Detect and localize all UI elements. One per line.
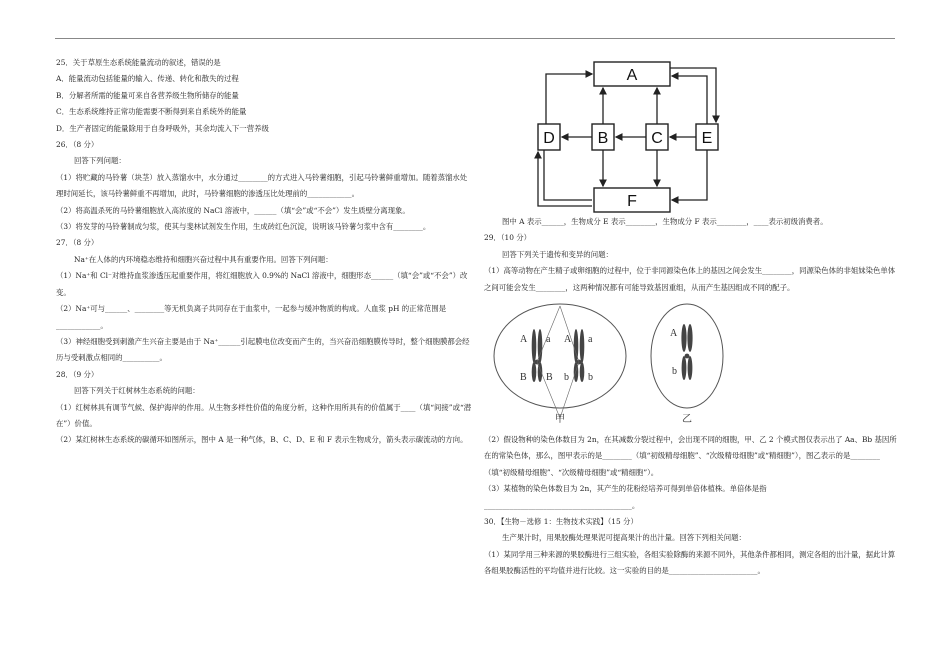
node-d-label: D (543, 130, 555, 147)
spindle (537, 306, 579, 418)
gene-label: A (520, 334, 528, 346)
gene-label: B (546, 372, 553, 384)
carbon-cycle-diagram (484, 56, 899, 214)
node-a-label: A (626, 67, 638, 84)
gene-label: a (588, 334, 593, 346)
q27-part1: （1）Na⁺和 Cl⁻对维持血浆渗透压起重要作用，将红细胞放入 0.9%的 NaCl 溶液中，细胞形态______（填“会”或“不会”）改变。 (56, 271, 468, 297)
q26-intro: 回答下列问题： (74, 156, 126, 166)
q26-part1: （1）将贮藏的马铃薯（块茎）放入蒸馏水中，水分通过________的方式进入马铃薯细胞，引起马铃薯鲜重增加。随着蒸馏水处理时间延长，该马铃薯鲜重不再增加，此时，马铃薯细胞的渗透压比处理前的____________。 (56, 172, 468, 199)
q30-intro: 生产果汁时，用果胶酶处理果泥可提高果汁的出汁量。回答下列相关问题： (502, 533, 746, 543)
q28-part2-blanks: 图中 A 表示______，生物成分 E 表示________，生物成分 F 表示________，____表示初级消费者。 (502, 217, 828, 226)
q26-part3: （3）将发芽的马铃薯制成匀浆，使其与斐林试剂发生作用，生成砖红色沉淀，说明该马铃薯匀浆中含有________。 (56, 222, 431, 232)
q29-intro: 回答下列关于遗传和变异的问题： (502, 249, 613, 259)
q25-option-d: D．生产者固定的能量除用于自身呼吸外，其余均流入下一营养级 (56, 123, 269, 133)
q28-part2: （2）某红树林生态系统的碳循环如图所示，图中 A 是一种气体，B、C、D、E 和 F 表示生物成分，箭头表示碳流动的方向。 (56, 435, 468, 445)
gene-label: b (588, 372, 593, 384)
node-c-label: C (651, 130, 663, 147)
q25-stem: 25．关于草原生态系统能量流动的叙述，错误的是 (56, 58, 221, 67)
cell-jia-outline (494, 304, 626, 408)
cell-jia-caption: 甲 (555, 414, 565, 426)
left-column (56, 55, 474, 449)
cell-division-figure (484, 300, 899, 426)
q25-option-a: A．能量流动包括能量的输入、传递、转化和散失的过程 (56, 74, 239, 84)
q29-part1: （1）高等动物在产生精子或卵细胞的过程中，位于非同源染色体上的基因之间会发生________，同源染色体的非姐妹染色单体之间可能会发生________，这两种情况都有可能导致基因重组，从而产生基因组成不同的配子。 (484, 266, 896, 292)
cell-yi-caption: 乙 (682, 414, 692, 426)
q27-part3: （3）神经细胞受到刺激产生兴奋主要是由于 Na⁺______引起膜电位改变而产生的，当兴奋沿细胞膜传导时，整个细胞膜都会经历与受刺激点相同的__________。 (56, 336, 470, 363)
q25-option-b: B．分解者所需的能量可来自各营养级生物所储存的能量 (56, 90, 239, 100)
node-f-label: F (627, 193, 637, 210)
q27-part2: （2）Na⁺可与______、________等无机负离子共同存在于血浆中，一起参与缓冲物质的构成。人血浆 pH 的正常范围是____________。 (56, 304, 447, 330)
q29-part2: （2）假设物种的染色体数目为 2n，在其减数分裂过程中，会出现不同的细胞，甲、乙 2 个模式图仅表示出了 Aa、Bb 基因所在的常染色体，那么，图甲表示的是________（填“初级精母细胞”、“次级精母细胞”或“精细胞”），图乙表示的是________（填“初级精母细胞”、“次级精母细胞”或“精细胞”）。 (484, 435, 897, 477)
gene-label: B (520, 372, 527, 384)
q25-option-c: C．生态系统维持正常功能需要不断得到来自系统外的能量 (56, 107, 247, 117)
q27-intro: Na⁺在人体的内环境稳态维持和细胞兴奋过程中具有重要作用。回答下列问题： (74, 254, 333, 264)
gene-label: b (564, 372, 569, 384)
q29-part3: （3）某植物的染色体数目为 2n，其产生的花粉经培养可得到单倍体植株。单倍体是指________________________________________。 (484, 484, 767, 510)
gene-label: A (670, 328, 678, 340)
q29-title: 29．（10 分） (484, 233, 532, 243)
gene-label: b (672, 366, 677, 378)
q27-title: 27．（8 分） (56, 238, 99, 248)
diagram-arrows (538, 68, 716, 206)
gene-label: a (546, 334, 551, 346)
gene-label: A (564, 334, 572, 346)
q30-part1: （1）某同学用三种来源的果胶酶进行三组实验，各组实验除酶的来源不同外，其他条件都相同，测定各组的出汁量，据此计算各组果胶酶活性的平均值并进行比较。这一实验的目的是________________________。 (484, 549, 896, 576)
q28-title: 28．（9 分） (56, 369, 99, 379)
right-column (484, 56, 899, 580)
header-rule (55, 38, 895, 39)
q28-part1: （1）红树林具有调节气候、保护海岸的作用。从生物多样性价值的角度分析，这种作用所具有的价值属于____（填“间接”或“潜在”）价值。 (56, 402, 472, 428)
node-e-label: E (701, 130, 713, 147)
q26-part2: （2）将高温杀死的马铃薯细胞放入高浓度的 NaCl 溶液中，______（填“会”或“不会”）发生质壁分离现象。 (56, 205, 410, 215)
node-b-label: B (597, 130, 609, 147)
q30-title: 30．【生物－选修 1：生物技术实践】（15 分） (484, 517, 638, 527)
q26-title: 26．（8 分） (56, 140, 99, 150)
q28-intro: 回答下列关于红树林生态系统的问题： (74, 386, 200, 396)
